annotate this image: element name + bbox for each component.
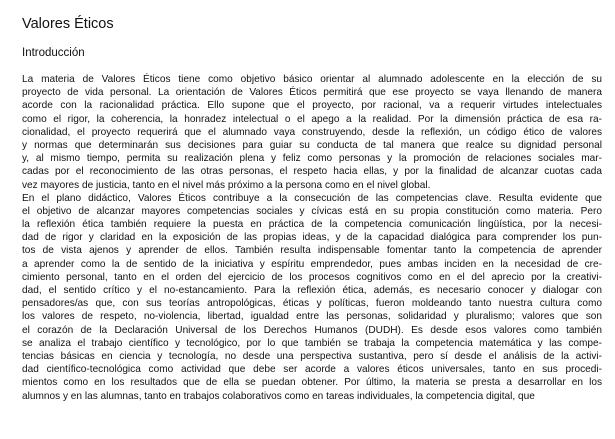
- paragraph-line: vez mayores de justicia, tanto en el nivel más próximo a la persona como en el nivel global.: [22, 179, 431, 191]
- paragraph-line: como el rigor, la coherencia, la honradez intelectual o el apego a la realidad. Por la dimensión práctica de esa ra-: [22, 113, 602, 125]
- paragraph-line: y normas que determinarán sus decisiones para guiar su conducta de tal manera que realce su dignidad personal: [22, 139, 602, 151]
- paragraph-line: y, al mismo tiempo, permita su realización plena y feliz como personas y la promoción de relaciones sociales mar-: [22, 153, 602, 165]
- paragraph-line: proyecto de vida personal. La orientación de Valores Éticos permitirá que ese proyecto se vaya llenando de manera: [22, 87, 602, 99]
- document-title: Valores Éticos: [22, 16, 114, 32]
- paragraph-line: acorde con la racionalidad práctica. Ello supone que el proyecto, por racional, va a requerir virtudes intelectuales: [22, 100, 602, 112]
- paragraph-line: dad, el sentido crítico y el no-estancamiento. Para la reflexión ética, además, es necesario conocer y dialogar con: [22, 285, 602, 296]
- paragraph-line: cadas por el reconocimiento de las otras personas, el respeto hacia ellas, y por la finalidad de alcanzar cuotas cada: [22, 166, 602, 178]
- paragraph-line: pensadores/as que, con sus teorías antropológicas, éticas y políticas, fueron moldeando tanto nuestra cultura como: [22, 298, 602, 310]
- section-heading: Introducción: [22, 47, 85, 59]
- paragraph-line: la reflexión ética también requiere la puesta en práctica de la competencia comunicación lingüística, por la necesi-: [22, 219, 602, 231]
- paragraph-line: cimiento personal, tanto en el orden del ejercicio de los procesos cognitivos como en el del aprecio por la creativi-: [22, 271, 602, 283]
- paragraph-line: tos de vista ajenos y aprender de ellos. También resulta indispensable fomentar tanto la competencia de aprender: [22, 245, 602, 257]
- paragraph-line: tencias básicas en ciencia y tecnología, no desde una perspectiva sustantiva, pero sí desde el análisis de la activi-: [22, 350, 602, 362]
- paragraph-line: alumnos y en las alumnas, tanto en trabajos colaborativos como en tareas individuales, la competencia digital, que: [22, 390, 535, 402]
- paragraph: [22, 73, 602, 192]
- document-body: [22, 73, 602, 403]
- paragraph-line: mientos como en los resultados que de ella se puedan obtener. Por último, la materia se presta a desarrollar en los: [22, 377, 602, 389]
- paragraph-line: En el plano didáctico, Valores Éticos contribuye a la consecución de las competencias clave. Resulta evidente que: [22, 192, 602, 204]
- paragraph: [22, 192, 602, 403]
- paragraph-line: el objetivo de alcanzar mayores competencias sociales y cívicas está en su propia constitución como materia. Pero: [22, 205, 602, 217]
- paragraph-line: La materia de Valores Éticos tiene como objetivo básico orientar al alumnado adolescente en la elección de su: [22, 74, 602, 85]
- paragraph-line: el corazón de la Declaración Universal de los Derechos Humanos (DUDH). Es desde esos valores como también: [22, 324, 602, 336]
- paragraph-line: los valores de respeto, no-violencia, libertad, igualdad entre las personas, solidaridad y pluralismo; valores que son: [22, 311, 602, 323]
- paragraph-line: dad científico-tecnológica como actividad que debe ser acorde a valores éticos universales, tanto en sus procedi-: [22, 364, 602, 376]
- paragraph-line: dad de rigor y claridad en la exposición de las propias ideas, y de la capacidad dialógica para comprender los pun-: [22, 232, 602, 244]
- paragraph-line: se analiza el trabajo científico y tecnológico, por lo que también se trabaja la competencia matemática y las compe-: [22, 337, 602, 349]
- paragraph-line: a aprender como la de sentido de la iniciativa y espíritu emprendedor, pues ambas inciden en la necesidad de cre-: [22, 258, 602, 270]
- paragraph-line: cionalidad, el proyecto requerirá que el alumnado vaya construyendo, desde la reflexión, un código ético de valores: [22, 126, 602, 138]
